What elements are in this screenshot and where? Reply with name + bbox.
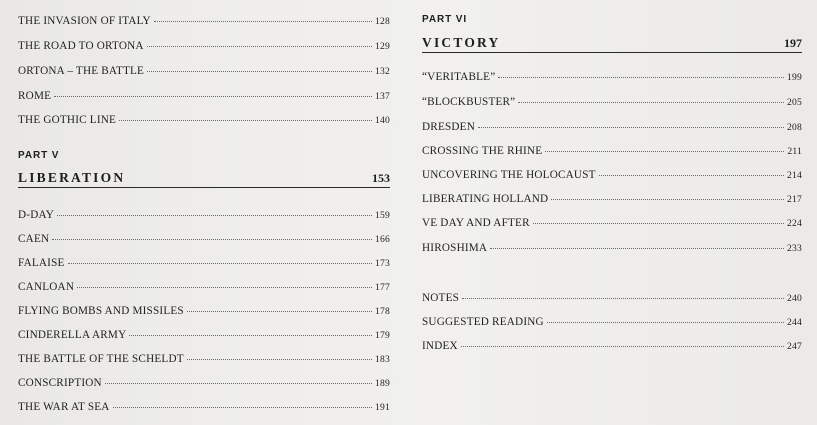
entry-page: 140 [375, 115, 390, 126]
entry-page: 173 [375, 258, 390, 269]
dot-leader [518, 102, 784, 103]
part-label: PART V [18, 150, 60, 161]
dot-leader [68, 263, 372, 264]
toc-entry [18, 376, 390, 390]
entry-title: CAEN [18, 233, 50, 245]
entry-page: 189 [375, 378, 390, 389]
entry-page: 129 [375, 41, 390, 52]
toc-entry [422, 291, 802, 305]
toc-entry [422, 216, 802, 230]
entry-page: 191 [375, 402, 390, 413]
toc-entry [18, 280, 390, 294]
part-label: PART VI [422, 14, 468, 25]
toc-entry [422, 95, 802, 109]
dot-leader [490, 248, 784, 249]
entry-title: VE DAY AND AFTER [422, 217, 530, 229]
dot-leader [545, 151, 784, 152]
dot-leader [113, 407, 372, 408]
toc-entry [422, 70, 802, 84]
entry-title: FALAISE [18, 257, 65, 269]
entry-title: ORTONA – THE BATTLE [18, 65, 145, 77]
part-heading [422, 35, 802, 53]
toc-entry [18, 352, 390, 366]
dot-leader [147, 71, 372, 72]
entry-page: 137 [375, 91, 390, 102]
toc-entry [18, 14, 390, 28]
toc-entry [422, 339, 802, 353]
dot-leader [54, 96, 372, 97]
entry-title: “BLOCKBUSTER” [422, 96, 516, 108]
toc-entry [18, 64, 390, 78]
entry-page: 159 [375, 210, 390, 221]
dot-leader [547, 322, 784, 323]
dot-leader [533, 223, 784, 224]
dot-leader [154, 21, 372, 22]
dot-leader [57, 215, 372, 216]
toc-entry [18, 232, 390, 246]
entry-title: CROSSING THE RHINE [422, 145, 543, 157]
part-heading [18, 170, 390, 188]
dot-leader [77, 287, 372, 288]
toc-entry [18, 304, 390, 318]
entry-title: INDEX [422, 340, 458, 352]
entry-title: HIROSHIMA [422, 242, 488, 254]
dot-leader [478, 127, 784, 128]
toc-entry [422, 120, 802, 134]
part-page: 197 [784, 36, 802, 50]
toc-entry [422, 315, 802, 329]
toc-entry [18, 208, 390, 222]
toc-entry [422, 144, 802, 158]
entry-page: 217 [787, 194, 802, 205]
dot-leader [462, 298, 784, 299]
dot-leader [187, 359, 372, 360]
dot-leader [599, 175, 784, 176]
toc-entry [18, 89, 390, 103]
entry-page: 178 [375, 306, 390, 317]
entry-page: 233 [787, 243, 802, 254]
dot-leader [498, 77, 784, 78]
entry-page: 247 [787, 341, 802, 352]
entry-page: 166 [375, 234, 390, 245]
entry-title: CONSCRIPTION [18, 377, 102, 389]
toc-entry [422, 192, 802, 206]
entry-page: 224 [787, 218, 802, 229]
entry-title: THE GOTHIC LINE [18, 114, 117, 126]
dot-leader [105, 383, 372, 384]
dot-leader [461, 346, 784, 347]
entry-title: THE ROAD TO ORTONA [18, 40, 144, 52]
part-title: LIBERATION [18, 170, 126, 185]
entry-page: 179 [375, 330, 390, 341]
entry-title: ROME [18, 90, 52, 102]
entry-title: DRESDEN [422, 121, 475, 133]
toc-entry [422, 168, 802, 182]
entry-title: FLYING BOMBS AND MISSILES [18, 305, 184, 317]
entry-title: CINDERELLA ARMY [18, 329, 127, 341]
dot-leader [551, 199, 784, 200]
toc-entry [18, 113, 390, 127]
entry-title: THE BATTLE OF THE SCHELDT [18, 353, 184, 365]
entry-title: LIBERATING HOLLAND [422, 193, 549, 205]
toc-entry [422, 241, 802, 255]
entry-title: UNCOVERING THE HOLOCAUST [422, 169, 596, 181]
entry-page: 211 [787, 146, 802, 157]
entry-page: 205 [787, 97, 802, 108]
dot-leader [52, 239, 372, 240]
dot-leader [129, 335, 372, 336]
entry-title: CANLOAN [18, 281, 75, 293]
entry-page: 183 [375, 354, 390, 365]
entry-page: 199 [787, 72, 802, 83]
dot-leader [187, 311, 372, 312]
entry-page: 240 [787, 293, 802, 304]
entry-title: D-DAY [18, 209, 55, 221]
toc-entry [18, 256, 390, 270]
entry-page: 214 [787, 170, 802, 181]
entry-page: 132 [375, 66, 390, 77]
dot-leader [147, 46, 372, 47]
toc-entry [18, 328, 390, 342]
entry-title: “VERITABLE” [422, 71, 496, 83]
part-title: VICTORY [422, 35, 501, 50]
toc-entry [18, 39, 390, 53]
entry-title: SUGGESTED READING [422, 316, 544, 328]
part-page: 153 [372, 171, 390, 185]
entry-page: 208 [787, 122, 802, 133]
entry-page: 128 [375, 16, 390, 27]
entry-page: 244 [787, 317, 802, 328]
toc-entry [18, 400, 390, 414]
entry-page: 177 [375, 282, 390, 293]
dot-leader [119, 120, 372, 121]
entry-title: THE WAR AT SEA [18, 401, 110, 413]
entry-title: THE INVASION OF ITALY [18, 15, 151, 27]
entry-title: NOTES [422, 292, 460, 304]
